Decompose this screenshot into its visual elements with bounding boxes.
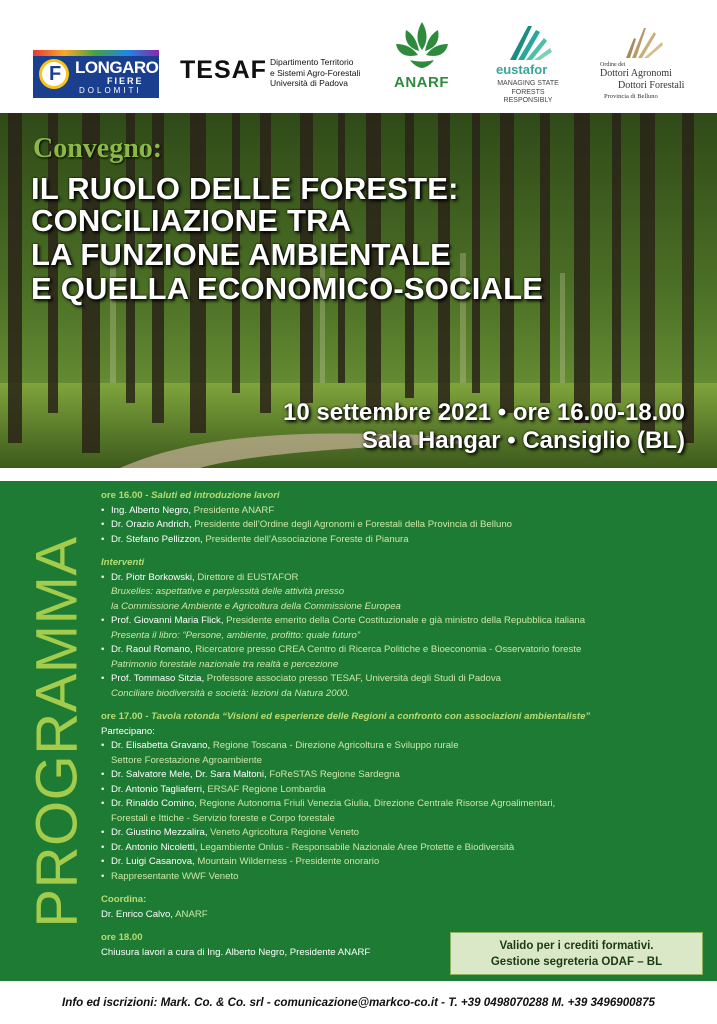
eustafor-logo-name: eustafor — [496, 62, 548, 77]
speaker-role: Presidente emerito della Corte Costituzionale e già ministro della Repubblica italiana — [226, 615, 586, 626]
talk-title: Bruxelles: aspettative e perplessità delle attività presso — [111, 586, 345, 597]
speaker-name: Ing. Alberto Negro, — [111, 504, 194, 516]
speaker-role-cont: Forestali e Ittiche - Servizio foreste e Corpo forestale — [111, 812, 335, 824]
list-item — [101, 855, 701, 870]
speaker-name: Dr. Piotr Borkowski, — [111, 571, 198, 583]
talk-title: Presenta il libro: “Persone, ambiente, profitto: quale futuro” — [111, 629, 361, 641]
event-venue: Sala Hangar • Cansiglio (BL) — [361, 427, 685, 454]
event-title-line: CONCILIAZIONE TRA — [31, 203, 352, 238]
speaker-role: Regione Autonoma Friuli Venezia Giulia, Direzione Centrale Risorse Agroalimentari, — [199, 798, 556, 809]
speaker-name: Prof. Tommaso Sitzia, — [111, 673, 207, 684]
program-schedule — [101, 489, 701, 960]
list-item — [101, 571, 701, 615]
coordinator-role: ANARF — [175, 908, 208, 920]
list-item — [101, 518, 701, 533]
speaker-role: Ricercatore presso CREA Centro di Ricerca Politiche e Bioeconomia - Osservatorio foreste — [195, 644, 582, 655]
longarone-logo-line3: DOLOMITI — [79, 86, 142, 95]
eustafor-logo — [488, 24, 568, 104]
speaker-name: Dr. Salvatore Mele, Dr. Sara Maltoni, — [111, 769, 270, 780]
programma-vertical-label — [24, 492, 90, 972]
odaf-logo — [596, 24, 696, 104]
forest-header-image — [0, 113, 717, 468]
talk-title: Patrimonio forestale nazionale tra realtà e percezione — [111, 658, 339, 670]
speaker-role: Rappresentante WWF Veneto — [111, 870, 239, 882]
speaker-role: Presidente dell’Ordine degli Agronomi e Forestali della Provincia di Belluno — [194, 519, 513, 530]
longarone-emblem-icon — [39, 59, 69, 89]
tesaf-text-line: Dipartimento Territorio — [270, 57, 354, 67]
speaker-role: Veneto Agricoltura Regione Veneto — [210, 827, 359, 838]
eustafor-tagline-line: FORESTS RESPONSIBLY — [503, 88, 553, 104]
speaker-name: Dr. Luigi Casanova, — [111, 856, 198, 867]
talk-title: la Commissione Ambiente e Agricoltura della Commissione Europea — [111, 600, 401, 612]
speaker-name: Dr. Stefano Pellizzon, — [111, 533, 206, 545]
tesaf-text-line: e Sistemi Agro-Forestali — [270, 67, 361, 78]
list-item — [101, 870, 701, 885]
speaker-role: Professore associato presso TESAF, Università degli Studi di Padova — [206, 673, 501, 684]
speaker-name: Prof. Giovanni Maria Flick, — [111, 615, 227, 626]
tesaf-mark: TESAF — [180, 56, 267, 84]
event-date-time: 10 settembre 2021 • ore 16.00-18.00 — [283, 399, 685, 426]
eustafor-tagline — [488, 80, 568, 106]
speaker-name: Dr. Rinaldo Comino, — [111, 798, 200, 809]
eustafor-tagline-line: MANAGING STATE — [497, 80, 559, 87]
longarone-logo-line2: FIERE — [107, 76, 144, 86]
odaf-emblem-icon — [596, 24, 696, 62]
speaker-role: Legambiente Onlus - Responsabile Nazionale Aree Protette e Biodiversità — [200, 841, 515, 853]
odaf-ordine: Ordine dei — [600, 62, 626, 68]
speaker-role: Presidente dell’Associazione Foreste di Pianura — [205, 533, 409, 545]
partecipano-label: Partecipano: — [101, 725, 155, 737]
list-item — [101, 504, 701, 519]
coordinator-name: Dr. Enrico Calvo, — [101, 908, 176, 920]
longarone-logo-line1: LONGARONE — [75, 58, 181, 77]
opening-time: ore 16.00 — [101, 490, 143, 501]
round-table-title: - Tavola rotonda “Visioni ed esperienze delle Regioni a confronto con associazioni ambientaliste” — [142, 711, 591, 722]
coordina-heading: Coordina: — [101, 894, 147, 905]
footer-contact — [0, 981, 717, 1024]
list-item — [101, 739, 701, 768]
eustafor-fan-icon — [488, 24, 568, 62]
speaker-name: Dr. Antonio Tagliaferri, — [111, 783, 208, 795]
list-item — [101, 672, 701, 701]
speaker-role: ERSAF Regione Lombardia — [207, 783, 326, 795]
opening-title: - Saluti ed introduzione lavori — [142, 490, 280, 501]
list-item — [101, 643, 701, 672]
odaf-line3: Provincia di Belluno — [604, 93, 658, 100]
list-item — [101, 614, 701, 643]
list-item — [101, 533, 701, 548]
speaker-name: Dr. Raoul Romano, — [111, 644, 196, 655]
credits-box — [450, 932, 703, 975]
anarf-logo-name: ANARF — [394, 74, 449, 91]
footer-text: Info ed iscrizioni: Mark. Co. & Co. srl - comunicazione@markco-co.it - T. +39 0498070288 M. +39 3496900875 — [62, 996, 655, 1009]
list-item — [101, 783, 701, 798]
round-table-heading — [101, 710, 701, 725]
round-table-time: ore 17.00 — [101, 711, 143, 722]
credits-line2: Gestione segreteria ODAF – BL — [490, 956, 663, 968]
speaker-role: Direttore di EUSTAFOR — [197, 571, 299, 583]
talk-title: Conciliare biodiversità e società: lezioni da Natura 2000. — [111, 687, 350, 699]
speaker-role-cont: Settore Forestazione Agroambiente — [111, 754, 262, 766]
odaf-line1: Dottori Agronomi — [600, 68, 672, 79]
opening-heading — [101, 489, 701, 504]
event-kicker: Convegno: — [33, 133, 163, 164]
programma-label-text: PROGRAMMA — [24, 536, 90, 928]
anarf-leaf-icon — [392, 20, 452, 74]
anarf-logo — [392, 20, 452, 100]
list-item — [101, 826, 701, 841]
list-item — [101, 797, 701, 826]
speaker-name: Dr. Antonio Nicoletti, — [111, 841, 201, 853]
tesaf-logo — [180, 56, 267, 85]
list-item — [101, 841, 701, 856]
longarone-fiere-logo — [33, 50, 181, 98]
speaker-role: FoReSTAS Regione Sardegna — [269, 769, 400, 780]
event-title-line: E QUELLA ECONOMICO-SOCIALE — [31, 271, 544, 306]
event-title-line: LA FUNZIONE AMBIENTALE — [31, 237, 451, 272]
closing-text: Chiusura lavori a cura di Ing. Alberto Negro, Presidente ANARF — [101, 946, 371, 958]
speaker-name: Dr. Elisabetta Gravano, — [111, 740, 213, 751]
closing-time: ore 18.00 — [101, 932, 143, 943]
logo-band — [0, 0, 717, 113]
speaker-role: Mountain Wilderness - Presidente onorario — [197, 856, 380, 867]
credits-line1: Valido per i crediti formativi. — [499, 940, 654, 952]
tesaf-department-text — [270, 57, 380, 89]
speaker-name: Dr. Giustino Mezzalira, — [111, 827, 211, 838]
interventi-heading: Interventi — [101, 557, 145, 568]
odaf-line2: Dottori Forestali — [618, 80, 685, 91]
list-item — [101, 768, 701, 783]
tesaf-text-line: Università di Padova — [270, 78, 348, 88]
speaker-role: Regione Toscana - Direzione Agricoltura e Sviluppo rurale — [212, 740, 459, 751]
coordinator — [101, 908, 701, 923]
speaker-role: Presidente ANARF — [193, 504, 275, 516]
speaker-name: Dr. Orazio Andrich, — [111, 519, 195, 530]
event-title-line: IL RUOLO DELLE FORESTE: — [31, 171, 459, 206]
